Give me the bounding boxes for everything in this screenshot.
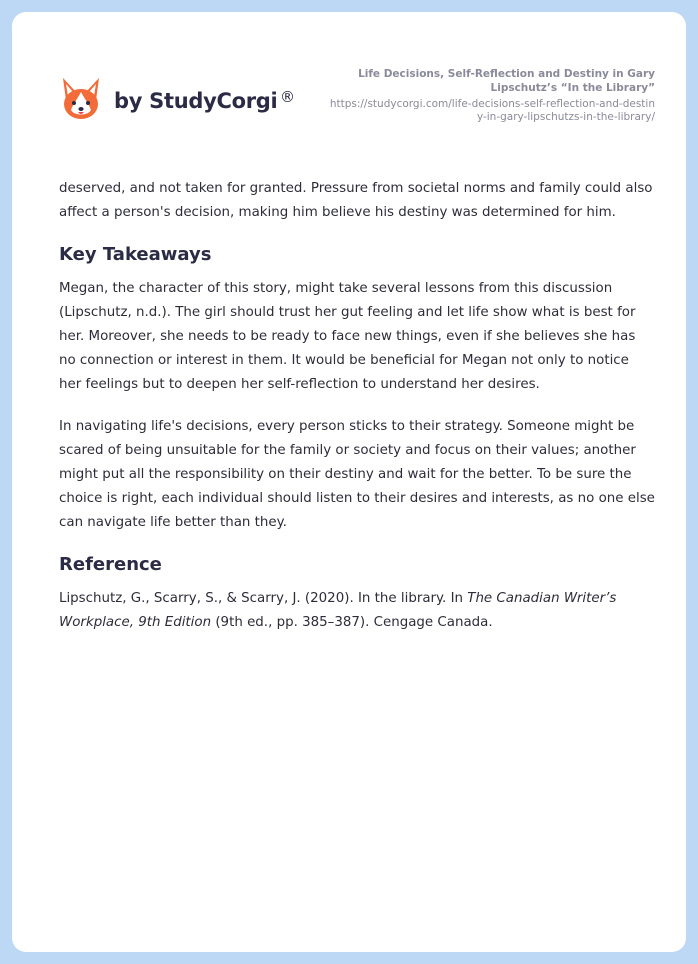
logo-text: by StudyCorgi — [114, 89, 278, 113]
reference-authors: Lipschutz, G., Scarry, S., & Scarry, J. (2020). In the library. In — [59, 591, 468, 606]
document-meta — [325, 67, 655, 124]
key-takeaways-heading: Key Takeaways — [59, 244, 212, 265]
reference-details: (9th ed., pp. 385–387). Cengage Canada. — [211, 615, 493, 630]
takeaways-paragraph-2: In navigating life's decisions, every person sticks to their strategy. Someone might be scared of being unsuitable for the family or society and focus on their values; another might put all the responsibility on their destiny and wait for the better. To be sure the choice is right, each individual should listen to their desires and interests, as no one else can navigate life better than they. — [59, 419, 655, 530]
corgi-logo-icon — [60, 76, 102, 122]
document-title: Life Decisions, Self-Reflection and Destiny in Gary Lipschutz’s “In the Library” — [358, 68, 655, 94]
document-url[interactable]: https://studycorgi.com/life-decisions-self-reflection-and-destiny-in-gary-lipschutzs-in-the-library/ — [329, 98, 655, 123]
registered-mark: ® — [280, 88, 295, 106]
studycorgi-logo[interactable] — [60, 76, 295, 122]
takeaways-paragraph-1: Megan, the character of this story, might take several lessons from this discussion (Lipschutz, n.d.). The girl should trust her gut feeling and let life show what is best for her. Moreover, she needs to be ready to face new things, even if she believes she has no connection or interest in them. It would be beneficial for Megan not only to notice her feelings but to deepen her self-reflection to understand her desires. — [59, 281, 636, 392]
reference-entry — [59, 587, 655, 635]
page-header — [12, 12, 686, 162]
reference-book-title: The Canadian Writer’s Workplace, 9th Edition — [59, 591, 617, 630]
intro-paragraph: deserved, and not taken for granted. Pressure from societal norms and family could also affect a person's decision, making him believe his destiny was determined for him. — [59, 181, 653, 220]
reference-heading: Reference — [59, 554, 162, 575]
document-page — [12, 12, 686, 952]
document-body — [59, 177, 655, 653]
